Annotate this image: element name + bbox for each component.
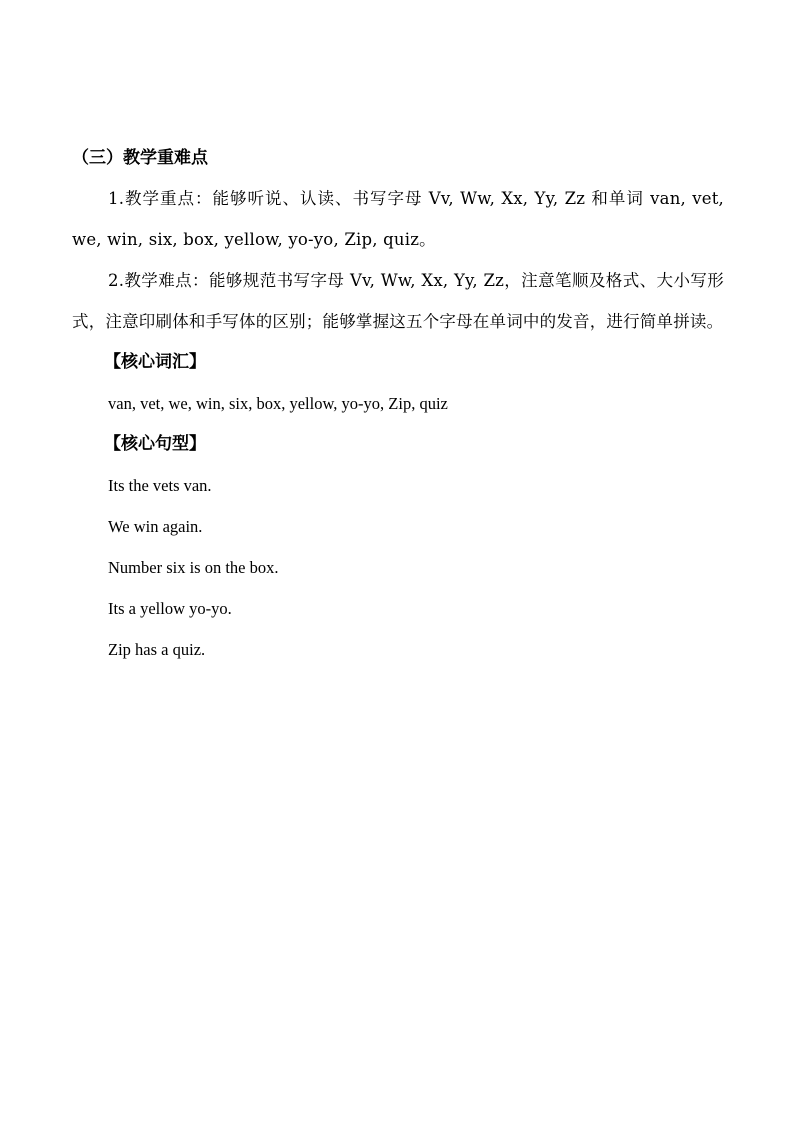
- sentence-line: We win again.: [108, 517, 203, 536]
- core-vocab-heading: 【核心词汇】: [104, 352, 206, 372]
- document-content: [72, 143, 724, 670]
- sentence-line: Its the vets van.: [108, 476, 212, 495]
- sentence-line: Zip has a quiz.: [108, 640, 206, 659]
- sentence-line: Number six is on the box.: [108, 558, 279, 577]
- teaching-key-point: 1.教学重点：能够听说、认读、书写字母 Vv, Ww, Xx, Yy, Zz 和单词 van, vet, we, win, six, box, yellow, yo-yo, Zip, quiz。: [72, 189, 724, 249]
- core-sentences-heading: 【核心句型】: [104, 434, 206, 454]
- sentence-line: Its a yellow yo-yo.: [108, 599, 232, 618]
- section-heading: （三）教学重难点: [72, 148, 208, 168]
- teaching-difficult-point: 2.教学难点：能够规范书写字母 Vv, Ww, Xx, Yy, Zz，注意笔顺及格式、大小写形式，注意印刷体和手写体的区别；能够掌握这五个字母在单词中的发音，进行简单拼读。: [72, 271, 724, 331]
- core-vocab-words: van, vet, we, win, six, box, yellow, yo-yo, Zip, quiz: [108, 394, 448, 413]
